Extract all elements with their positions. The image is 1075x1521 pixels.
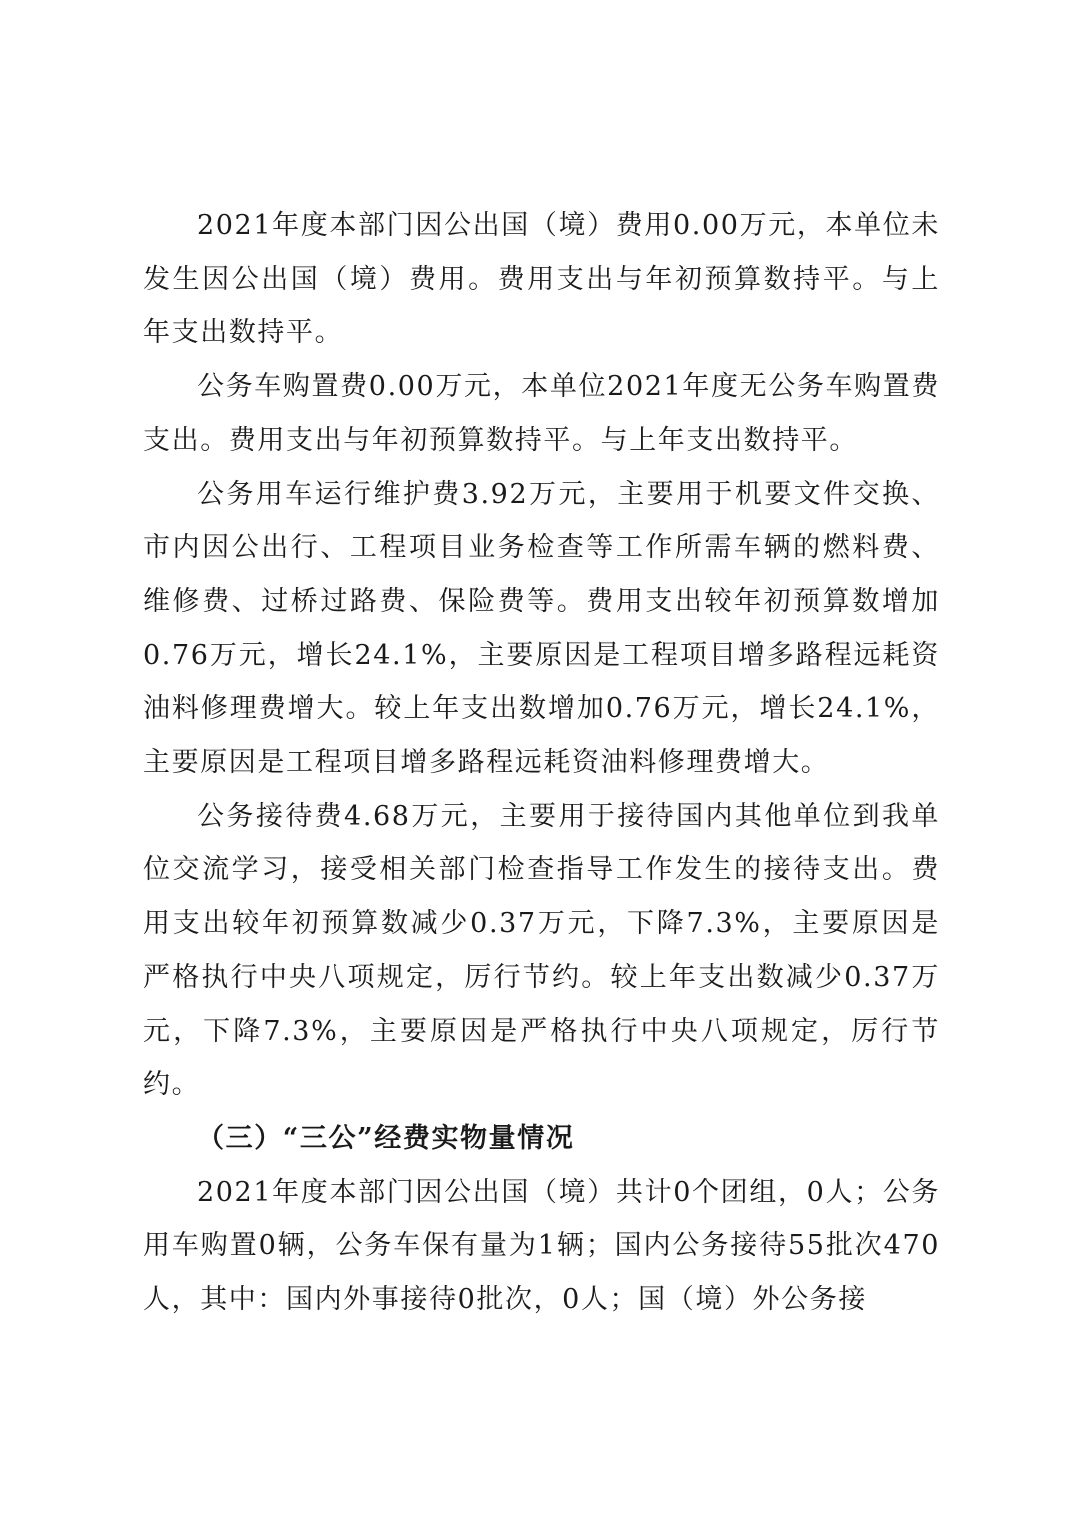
paragraph-vehicle-maintenance: 公务用车运行维护费3.92万元，主要用于机要文件交换、市内因公出行、工程项目业务检查等工作所需车辆的燃料费、维修费、过桥过路费、保险费等。费用支出较年初预算数增加0.76万元，增长24.1%，主要原因是工程项目增多路程远耗资油料修理费增大。较上年支出数增加0.76万元，增长24.1%，主要原因是工程项目增多路程远耗资油料修理费增大。 [143, 478, 940, 779]
section-heading: （三）“三公”经费实物量情况 [197, 1122, 575, 1154]
paragraph-vehicle-purchase: 公务车购置费0.00万元，本单位2021年度无公务车购置费支出。费用支出与年初预算数持平。与上年支出数持平。 [143, 371, 940, 456]
paragraph-physical-quantity: 2021年度本部门因公出国（境）共计0个团组，0人；公务用车购置0辆，公务车保有量为1辆；国内公务接待55批次470人，其中：国内外事接待0批次，0人；国（境）外公务接 [143, 1176, 940, 1316]
document-body [143, 199, 940, 1327]
paragraph-overseas-travel: 2021年度本部门因公出国（境）费用0.00万元，本单位未发生因公出国（境）费用。费用支出与年初预算数持平。与上年支出数持平。 [143, 210, 940, 349]
paragraph-reception-expense: 公务接待费4.68万元，主要用于接待国内其他单位到我单位交流学习，接受相关部门检查指导工作发生的接待支出。费用支出较年初预算数减少0.37万元，下降7.3%，主要原因是严格执行中央八项规定，厉行节约。较上年支出数减少0.37万元，下降7.3%，主要原因是严格执行中央八项规定，厉行节约。 [143, 800, 940, 1101]
